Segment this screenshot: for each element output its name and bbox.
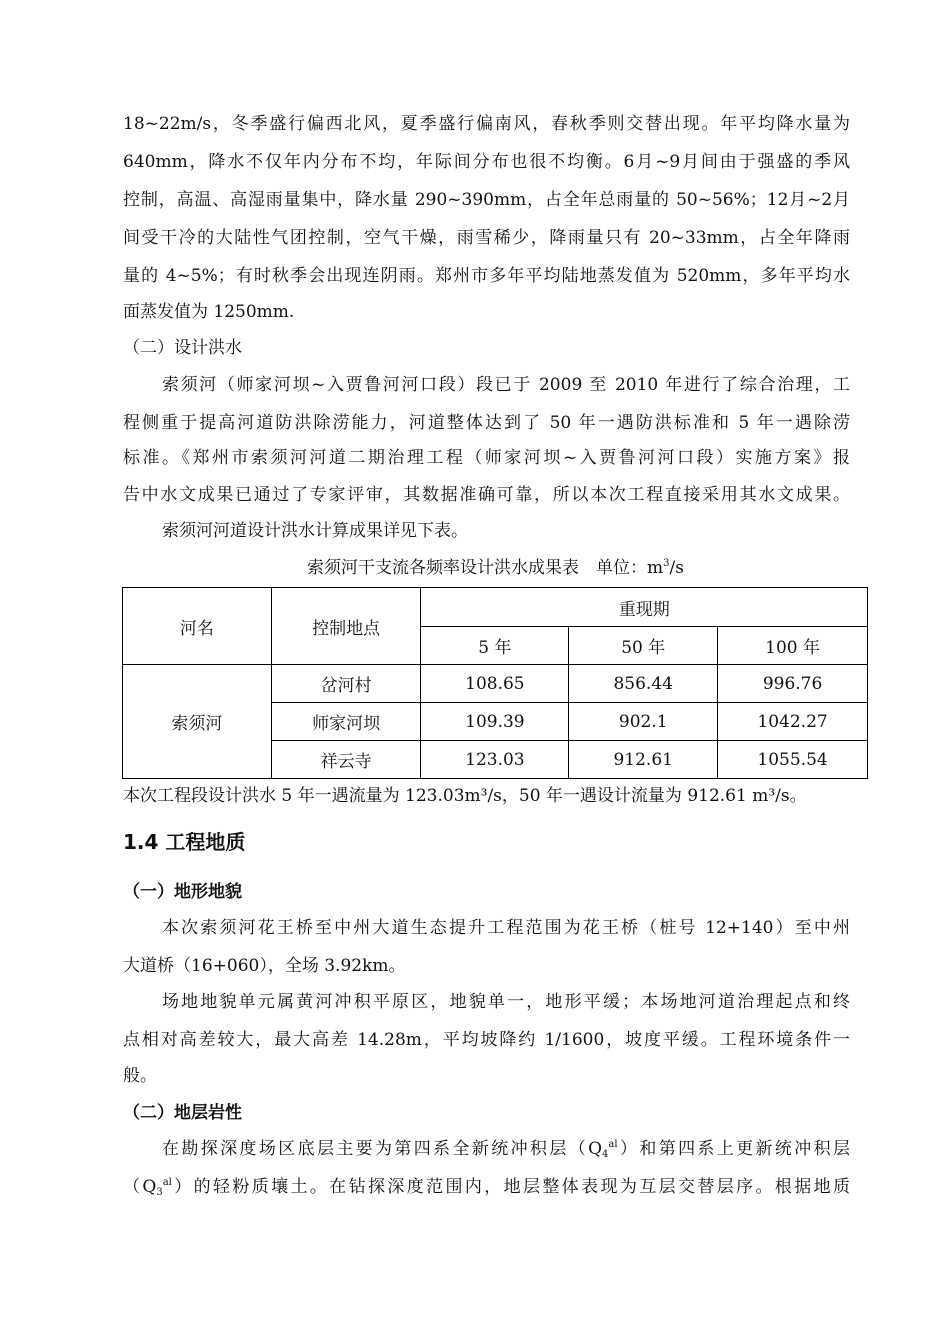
terrain-para2-line-1: 场地地貌单元属黄河冲积平原区，地貌单一，地形平缓；本场地河道治理起点和终 <box>162 992 850 1012</box>
strata-line-1-b: ）和第四系上更新统冲积层 <box>617 1139 851 1159</box>
cell-value: 902.1 <box>569 703 718 741</box>
cell-value: 856.44 <box>569 665 718 703</box>
table-row <box>123 665 868 703</box>
strata-q3-sub: 3 <box>156 1187 163 1198</box>
terrain-para1-line-1: 本次索须河花王桥至中州大道生态提升工程范围为花王桥（桩号 12+140）至中州 <box>162 918 850 938</box>
climate-line-2: 640mm，降水不仅年内分布不均，年际间分布也很不均衡。6月~9月间由于强盛的季风 <box>123 152 850 172</box>
strata-q4-sup: al <box>608 1139 618 1150</box>
header-period-5: 5 年 <box>421 627 569 665</box>
design-flood-para1-line-2: 程侧重于提高河道防洪除涝能力，河道整体达到了 50 年一遇防洪标准和 5 年一遇除涝 <box>123 413 850 433</box>
table-caption-sup: 3 <box>663 558 670 569</box>
strata-q3-sup: al <box>162 1177 172 1188</box>
cell-location: 祥云寺 <box>271 741 421 779</box>
design-flood-conclusion: 本次工程段设计洪水 5 年一遇流量为 123.03m³/s，50 年一遇设计流量为 912.61 m³/s。 <box>123 786 807 806</box>
design-flood-heading: （二）设计洪水 <box>123 338 242 358</box>
climate-line-3: 控制，高温、高湿雨量集中，降水量 290~390mm，占全年总雨量的 50~56%；12月~2月 <box>123 190 850 210</box>
terrain-para1-line-2: 大道桥（16+060），全场 3.92km。 <box>123 956 406 976</box>
header-period-100: 100 年 <box>718 627 868 665</box>
cell-value: 912.61 <box>569 741 718 779</box>
strata-line-2-a: （Q <box>123 1177 157 1197</box>
terrain-para2-line-2: 点相对高差较大，最大高差 14.28m，平均坡降约 1/1600，坡度平缓。工程环境条件一 <box>123 1030 850 1050</box>
section-heading-geology: 1.4 工程地质 <box>123 830 246 854</box>
design-flood-para1-line-1: 索须河（师家河坝~入贾鲁河河口段）段已于 2009 至 2010 年进行了综合治理，工 <box>162 375 850 395</box>
cell-river: 索须河 <box>123 665 272 779</box>
strata-line-2 <box>123 1175 850 1199</box>
design-flood-para1-line-3: 标准。《郑州市索须河河道二期治理工程（师家河坝~入贾鲁河河口段）实施方案》报 <box>123 448 850 468</box>
cell-value: 123.03 <box>421 741 569 779</box>
cell-location: 师家河坝 <box>271 703 421 741</box>
cell-location: 岔河村 <box>271 665 421 703</box>
cell-value: 108.65 <box>421 665 569 703</box>
header-period-50: 50 年 <box>569 627 718 665</box>
subheading-strata: （二）地层岩性 <box>123 1103 242 1123</box>
design-flood-para2: 索须河河道设计洪水计算成果详见下表。 <box>162 521 468 541</box>
header-location: 控制地点 <box>271 588 421 665</box>
climate-line-5: 量的 4~5%；有时秋季会出现连阴雨。郑州市多年平均陆地蒸发值为 520mm，多年平均水 <box>123 266 850 286</box>
table-caption-text: 索须河干支流各频率设计洪水成果表 单位：m <box>307 558 664 578</box>
subheading-terrain: （一）地形地貌 <box>123 882 242 902</box>
strata-line-1 <box>162 1137 850 1161</box>
flood-table <box>122 587 868 779</box>
climate-line-4: 间受干冷的大陆性气团控制，空气干燥，雨雪稀少，降雨量只有 20~33mm，占全年降雨 <box>123 228 850 248</box>
strata-q4-sub: 4 <box>602 1149 609 1160</box>
cell-value: 1042.27 <box>718 703 868 741</box>
header-river: 河名 <box>123 588 272 665</box>
cell-value: 1055.54 <box>718 741 868 779</box>
strata-line-2-b: ）的轻粉质壤土。在钻探深度范围内，地层整体表现为互层交替层序。根据地质 <box>171 1177 850 1197</box>
strata-line-1-a: 在勘探深度场区底层主要为第四系全新统冲积层（Q <box>162 1139 603 1159</box>
terrain-para2-line-3: 般。 <box>123 1066 157 1086</box>
climate-line-1: 18~22m/s，冬季盛行偏西北风，夏季盛行偏南风，春秋季则交替出现。年平均降水量为 <box>123 114 850 134</box>
cell-value: 109.39 <box>421 703 569 741</box>
table-caption-tail: /s <box>669 558 684 578</box>
table-caption <box>123 556 868 580</box>
cell-value: 996.76 <box>718 665 868 703</box>
climate-line-6: 面蒸发值为 1250mm. <box>123 302 295 322</box>
design-flood-para1-line-4: 告中水文成果已通过了专家评审，其数据准确可靠，所以本次工程直接采用其水文成果。 <box>123 485 850 505</box>
header-period: 重现期 <box>421 588 868 627</box>
